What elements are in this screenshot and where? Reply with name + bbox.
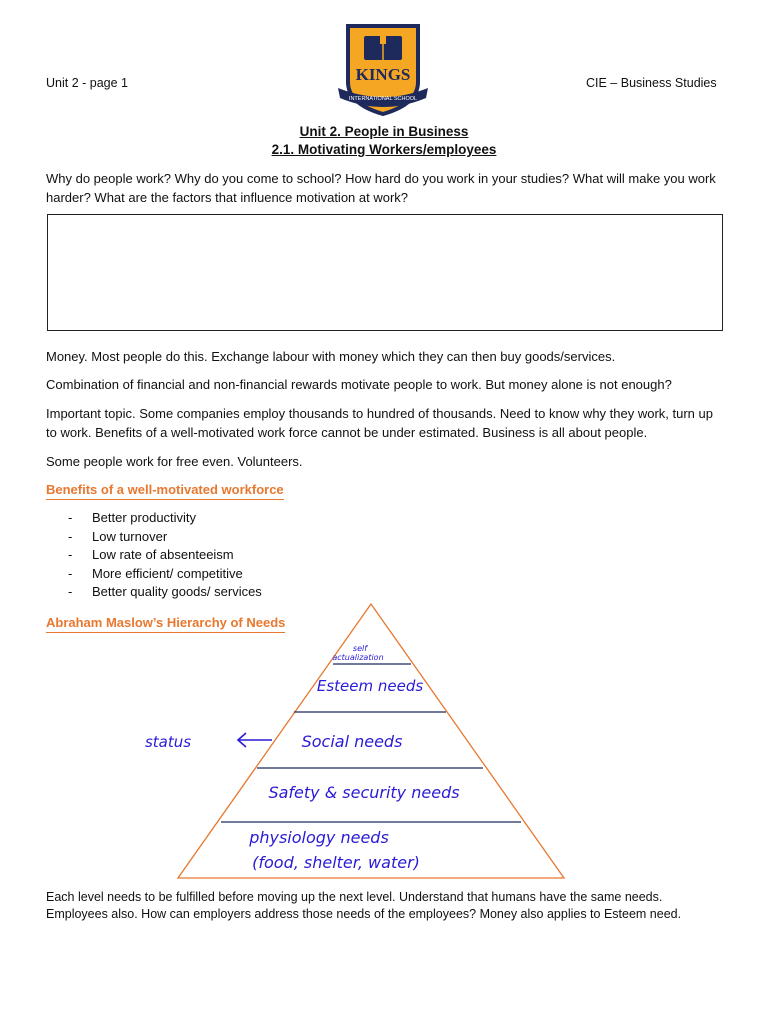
section-title: 2.1. Motivating Workers/employees: [271, 142, 497, 157]
closing-paragraph: Each level needs to be fulfilled before moving up the next level. Understand that humans have the same needs. Employees also. How can employers address those needs of the employees? Money also applies to Esteem need.: [46, 890, 682, 921]
header-right: CIE – Business Studies: [586, 76, 717, 90]
level-self-actualization-line1: self: [352, 644, 368, 653]
logo-subtext: INTERNATIONAL SCHOOL: [348, 96, 418, 102]
unit-title: Unit 2. People in Business: [299, 124, 469, 139]
paragraph-important: Important topic. Some companies employ thousands to hundred of thousands. Need to know why they work, turn up to work. Benefits of a well-motivated work force cannot be under estimated. Business is all about people.: [46, 406, 713, 440]
maslow-heading: Abraham Maslow’s Hierarchy of Needs: [46, 615, 285, 633]
maslow-pyramid: [0, 600, 768, 885]
level-physiology-detail: (food, shelter, water): [252, 853, 420, 872]
list-item: - Better productivity: [68, 510, 197, 525]
list-item: - Low rate of absenteeism: [68, 547, 234, 562]
answer-box[interactable]: [47, 214, 723, 331]
paragraph-volunteers: Some people work for free even. Volunteers.: [46, 454, 303, 469]
school-logo: [334, 22, 432, 118]
header-left: Unit 2 - page 1: [46, 76, 128, 90]
list-item: - Low turnover: [68, 528, 168, 544]
logo-text: KINGS: [355, 65, 411, 84]
arrow-left-icon: [238, 733, 272, 747]
list-item: - Better quality goods/ services: [68, 584, 262, 599]
intro-question: Why do people work? Why do you come to school? How hard do you work in your studies? What will make you work harder? What are the factors that influence motivation at work?: [46, 171, 716, 205]
paragraph-rewards: Combination of financial and non-financial rewards motivate people to work. But money alone is not enough?: [46, 377, 672, 392]
level-physiology: physiology needs: [249, 828, 389, 847]
side-note-status: status: [144, 733, 192, 751]
torch-icon: [380, 30, 386, 44]
paragraph-money: Money. Most people do this. Exchange labour with money which they can then buy goods/services.: [46, 349, 616, 364]
level-esteem: Esteem needs: [316, 677, 424, 695]
list-item: - More efficient/ competitive: [68, 565, 243, 581]
level-self-actualization-line2: actualization: [332, 653, 384, 662]
level-safety: Safety & security needs: [268, 783, 460, 802]
benefits-list: [68, 509, 262, 602]
benefits-heading: Benefits of a well-motivated workforce: [46, 482, 284, 500]
level-social: Social needs: [301, 732, 403, 751]
